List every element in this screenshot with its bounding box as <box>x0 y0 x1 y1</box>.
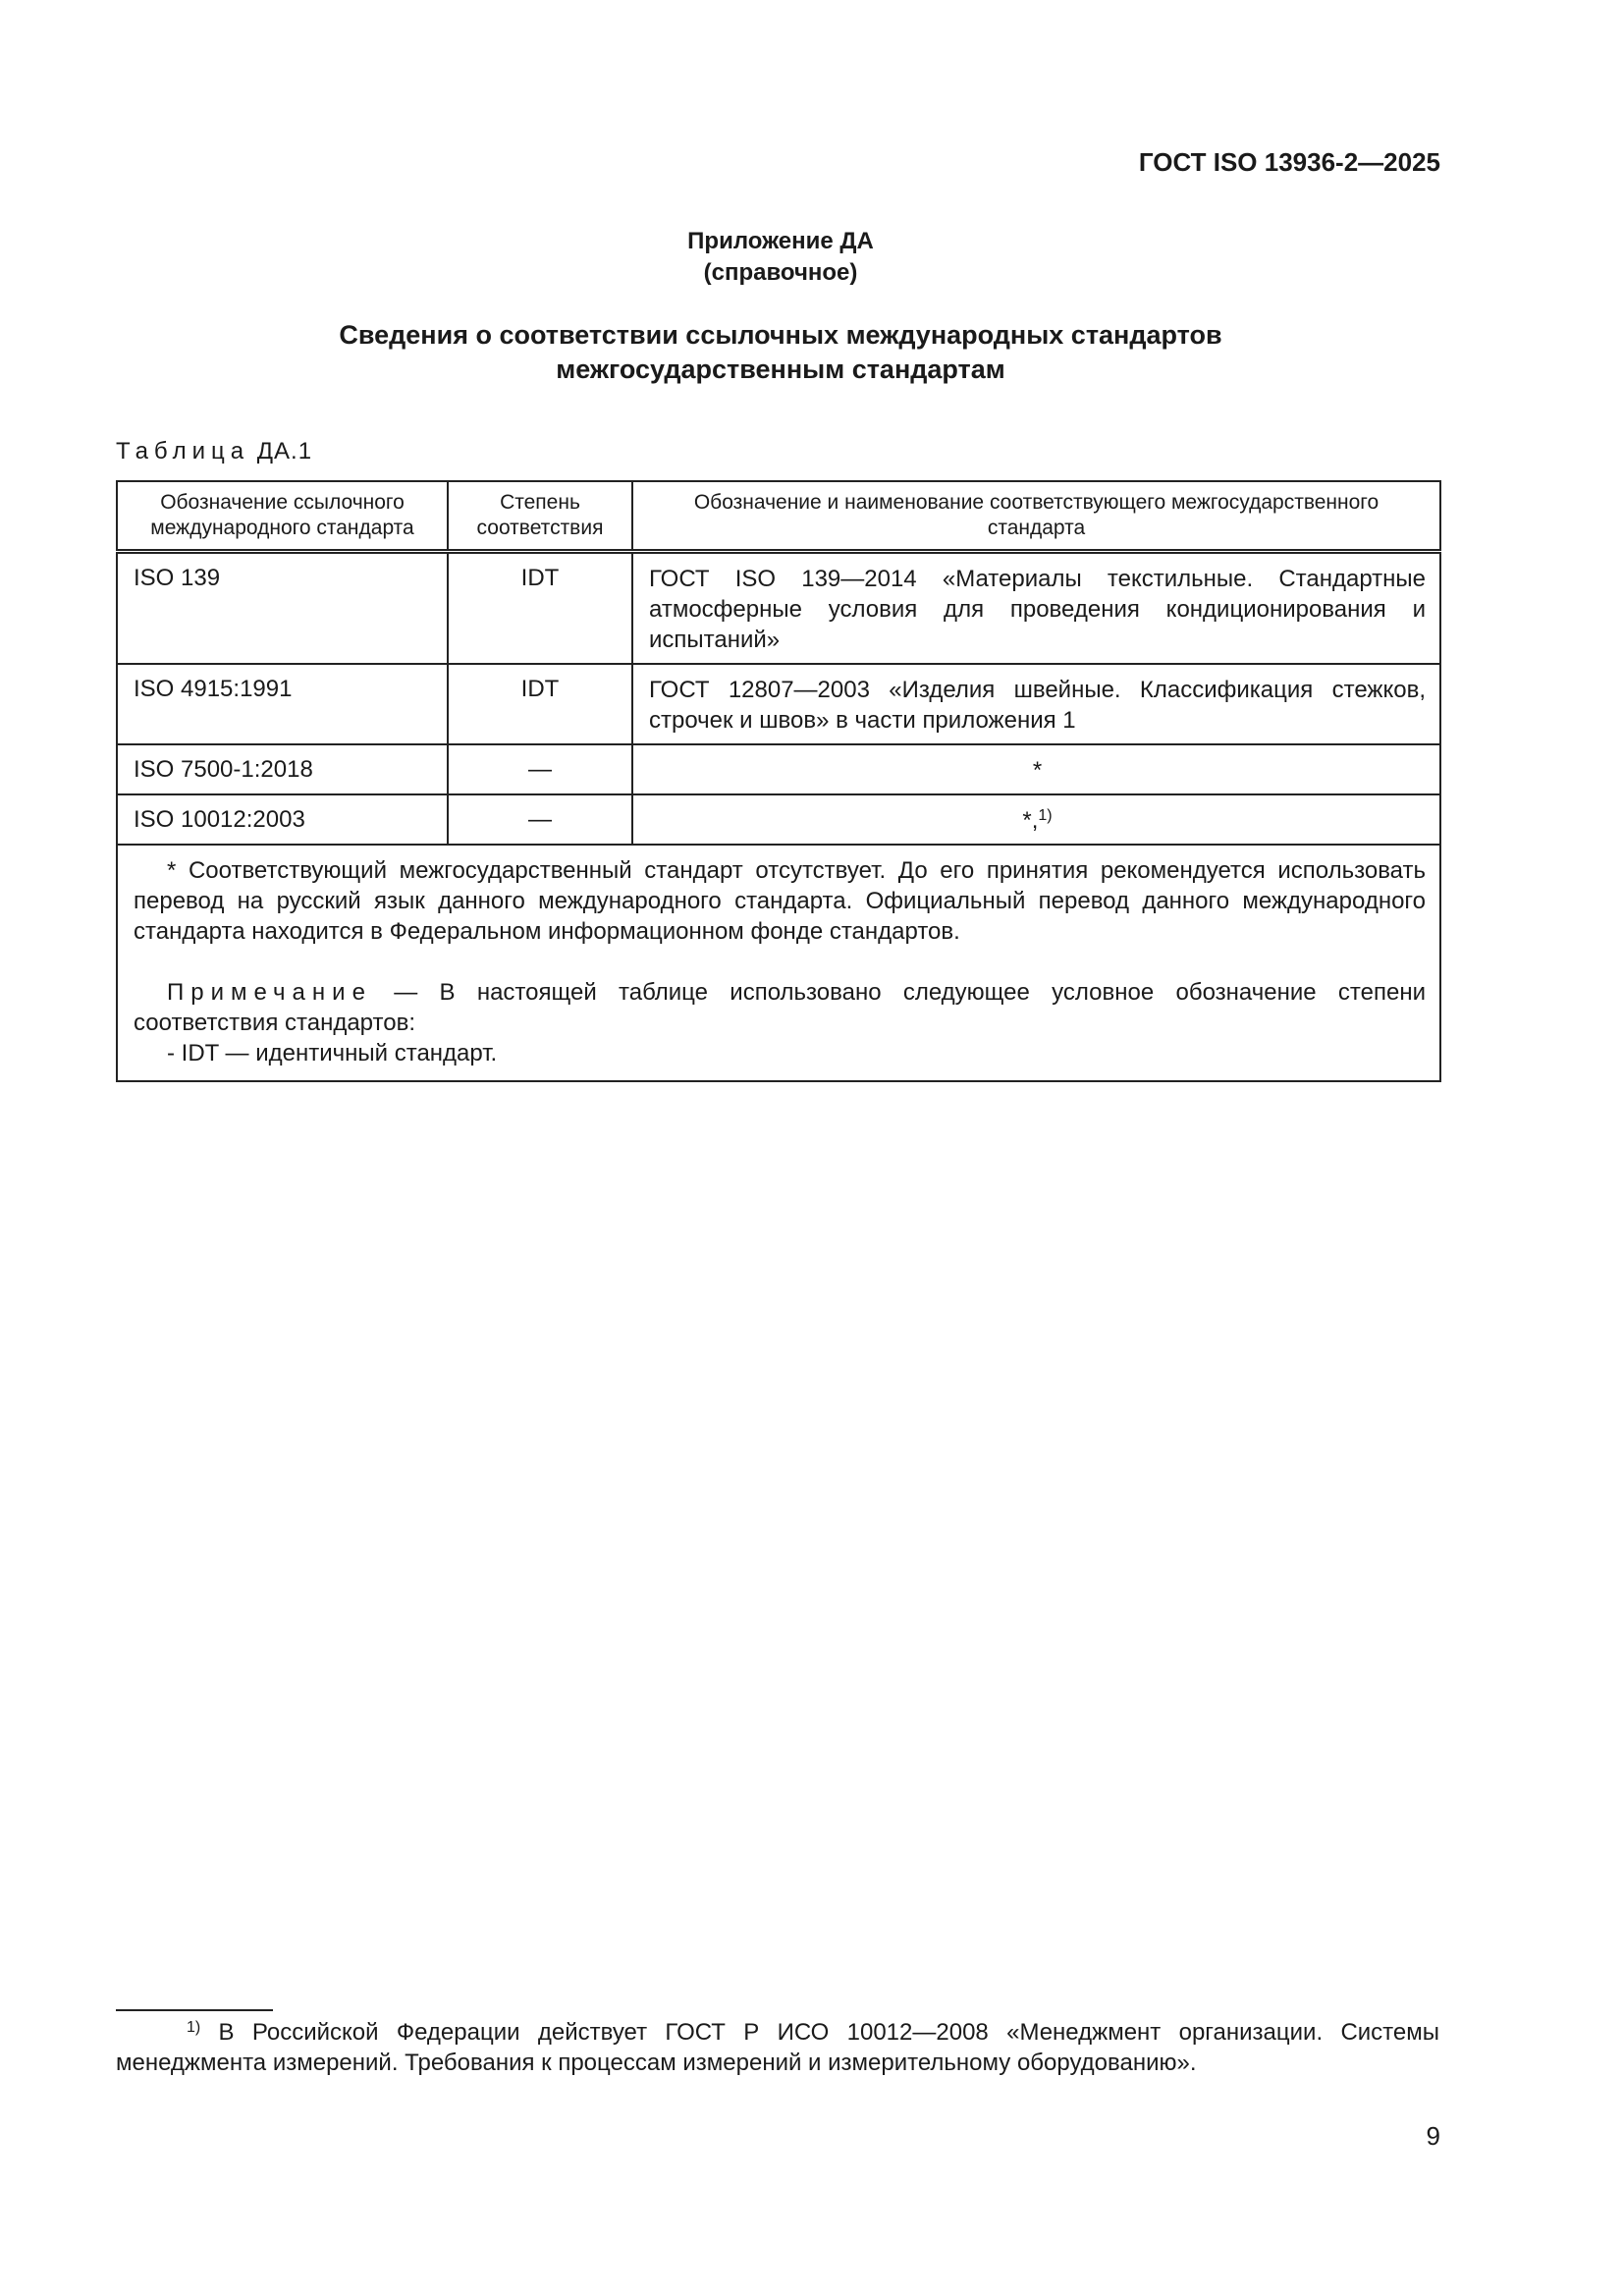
document-code-header: ГОСТ ISO 13936-2—2025 <box>1138 147 1440 177</box>
asterisk-note: * Соответствующий межгосударственный стандарт отсутствует. До его принятия рекомендуется использовать перевод на русский язык данного международного стандарта. Официальный перевод данного международного стандарта находится в Федеральном информационном фонде стандартов. <box>134 857 1426 945</box>
table-remark <box>134 977 1426 1038</box>
remark-list-item: - IDT — идентичный стандарт. <box>167 1040 498 1066</box>
cell-reference: ISO 7500-1:2018 <box>117 744 448 794</box>
column-header-reference: Обозначение ссылочного международного стандарта <box>117 481 448 552</box>
section-heading <box>0 318 1561 387</box>
cell-reference: ISO 10012:2003 <box>117 794 448 845</box>
table-row <box>117 552 1440 665</box>
remark-label: Примечание <box>167 979 372 1006</box>
appendix-title: Приложение ДА <box>687 228 874 254</box>
table-row <box>117 794 1440 845</box>
column-header-national: Обозначение и наименование соответствующего межгосударственного стандарта <box>632 481 1440 552</box>
table-caption <box>116 438 312 465</box>
section-heading-line-1: Сведения о соответствии ссылочных международных стандартов <box>339 320 1222 350</box>
page-number: 9 <box>1426 2121 1440 2151</box>
cell-national: ГОСТ ISO 139—2014 «Материалы текстильные. Стандартные атмосферные условия для проведения кондиционирования и испытаний» <box>632 552 1440 665</box>
table-row <box>117 664 1440 744</box>
footnote-separator <box>116 2009 273 2011</box>
remark-text: — В настоящей таблице использовано следующее условное обозначение степени соответствия стандартов: <box>134 979 1426 1036</box>
cell-degree: — <box>448 794 632 845</box>
table-note <box>117 845 1440 1081</box>
cell-degree: — <box>448 744 632 794</box>
table-caption-word: Таблица <box>116 438 250 465</box>
cell-degree: IDT <box>448 664 632 744</box>
cell-reference: ISO 139 <box>117 552 448 665</box>
standards-table <box>116 480 1441 1082</box>
cell-national: ГОСТ 12807—2003 «Изделия швейные. Классификация стежков, строчек и швов» в части приложения 1 <box>632 664 1440 744</box>
cell-degree: IDT <box>448 552 632 665</box>
appendix-status: (справочное) <box>703 259 858 286</box>
footnote <box>116 2017 1439 2078</box>
cell-reference: ISO 4915:1991 <box>117 664 448 744</box>
cell-national-text: *, <box>1022 807 1039 834</box>
footnote-marker: 1) <box>187 2019 201 2036</box>
table-caption-number: ДА.1 <box>256 438 313 465</box>
footnote-reference: 1) <box>1038 807 1053 824</box>
table-row <box>117 744 1440 794</box>
footnote-text: В Российской Федерации действует ГОСТ Р ИСО 10012—2008 «Менеджмент организации. Системы менеджмента измерений. Требования к процессам измерений и измерительному оборудованию». <box>116 2019 1439 2076</box>
column-header-degree: Степень соответствия <box>448 481 632 552</box>
section-heading-line-2: межгосударственным стандартам <box>556 355 1005 384</box>
cell-national <box>632 794 1440 845</box>
cell-national: * <box>632 744 1440 794</box>
table-header-row <box>117 481 1440 552</box>
table-note-row <box>117 845 1440 1081</box>
